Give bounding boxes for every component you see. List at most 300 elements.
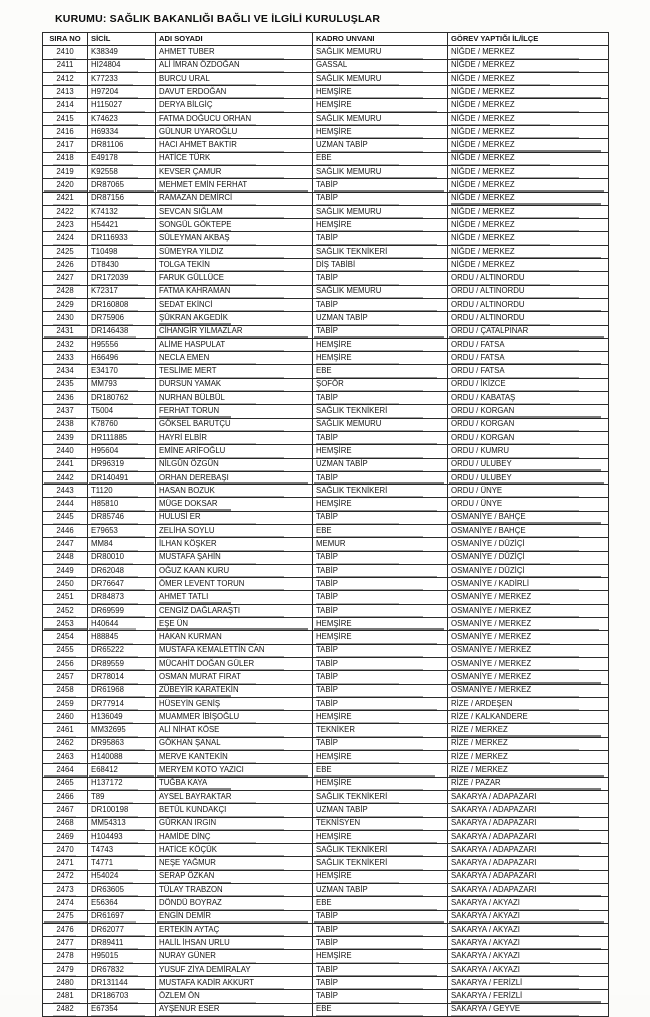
- table-row: [43, 790, 609, 803]
- sicil-cell: DR131144: [88, 977, 156, 990]
- kadro-unvani-cell: HEMŞİRE: [313, 498, 448, 511]
- kadro-unvani-cell: SAĞLIK MEMURU: [313, 285, 448, 298]
- gorev-yaptigi-cell: NİĞDE / MERKEZ: [448, 219, 609, 232]
- table-row: [43, 498, 609, 511]
- adi-soyadi-cell: DERYA BİLGİÇ: [156, 99, 313, 112]
- table-row: [43, 365, 609, 378]
- sira-no-cell: 2420: [43, 179, 88, 192]
- sira-no-cell: 2427: [43, 272, 88, 285]
- kadro-unvani-cell: TEKNİSYEN: [313, 817, 448, 830]
- gorev-yaptigi-cell: SAKARYA / ADAPAZARI: [448, 870, 609, 883]
- adi-soyadi-cell: AYŞENUR ESER: [156, 1003, 313, 1016]
- header-row: [43, 33, 609, 46]
- gorev-yaptigi-cell: SAKARYA / ADAPAZARI: [448, 817, 609, 830]
- sira-no-cell: 2471: [43, 857, 88, 870]
- sira-no-cell: 2422: [43, 205, 88, 218]
- sicil-cell: K78760: [88, 418, 156, 431]
- sira-no-cell: 2417: [43, 139, 88, 152]
- sira-no-cell: 2428: [43, 285, 88, 298]
- table-row: [43, 59, 609, 72]
- gorev-yaptigi-cell: OSMANİYE / DÜZİÇİ: [448, 551, 609, 564]
- adi-soyadi-cell: NEŞE YAĞMUR: [156, 857, 313, 870]
- adi-soyadi-cell: ALİME HASPULAT: [156, 338, 313, 351]
- adi-soyadi-cell: OĞUZ KAAN KURU: [156, 564, 313, 577]
- gorev-yaptigi-cell: OSMANİYE / DÜZİÇİ: [448, 538, 609, 551]
- gorev-yaptigi-cell: SAKARYA / ADAPAZARI: [448, 804, 609, 817]
- adi-soyadi-cell: ZÜBEYİR KARATEKİN: [156, 684, 313, 697]
- adi-soyadi-cell: SERAP ÖZKAN: [156, 870, 313, 883]
- table-row: [43, 604, 609, 617]
- adi-soyadi-cell: SONGÜL GÖKTEPE: [156, 219, 313, 232]
- sicil-cell: K77233: [88, 72, 156, 85]
- adi-soyadi-cell: HULUSİ ER: [156, 511, 313, 524]
- table-row: [43, 338, 609, 351]
- personnel-table-body: [43, 46, 609, 1017]
- sira-no-cell: 2456: [43, 657, 88, 670]
- table-row: [43, 245, 609, 258]
- sicil-cell: DR85746: [88, 511, 156, 524]
- table-row: [43, 298, 609, 311]
- adi-soyadi-cell: SEVCAN SIĞLAM: [156, 205, 313, 218]
- adi-soyadi-cell: GÜLNUR UYAROĞLU: [156, 126, 313, 139]
- sicil-cell: E68412: [88, 764, 156, 777]
- sira-no-cell: 2438: [43, 418, 88, 431]
- sira-no-cell: 2433: [43, 352, 88, 365]
- sicil-cell: H54421: [88, 219, 156, 232]
- kadro-unvani-cell: EBE: [313, 897, 448, 910]
- sira-no-cell: 2418: [43, 152, 88, 165]
- sicil-cell: T89: [88, 790, 156, 803]
- sicil-cell: MM32695: [88, 724, 156, 737]
- table-row: [43, 312, 609, 325]
- kadro-unvani-cell: TABİP: [313, 192, 448, 205]
- table-row: [43, 524, 609, 537]
- gorev-yaptigi-cell: SAKARYA / GEYVE: [448, 1003, 609, 1016]
- table-row: [43, 817, 609, 830]
- table-row: [43, 352, 609, 365]
- kadro-unvani-cell: HEMŞİRE: [313, 618, 448, 631]
- sira-no-cell: 2480: [43, 977, 88, 990]
- kadro-unvani-cell: SAĞLIK MEMURU: [313, 418, 448, 431]
- table-row: [43, 392, 609, 405]
- sira-no-cell: 2444: [43, 498, 88, 511]
- gorev-yaptigi-cell: OSMANİYE / BAHÇE: [448, 524, 609, 537]
- table-row: [43, 711, 609, 724]
- sira-no-cell: 2454: [43, 631, 88, 644]
- column-header-adi-soyadi: ADI SOYADI: [156, 33, 313, 46]
- kadro-unvani-cell: HEMŞİRE: [313, 777, 448, 790]
- gorev-yaptigi-cell: ORDU / ULUBEY: [448, 471, 609, 484]
- gorev-yaptigi-cell: ORDU / KORGAN: [448, 431, 609, 444]
- sira-no-cell: 2424: [43, 232, 88, 245]
- sicil-cell: E56364: [88, 897, 156, 910]
- table-row: [43, 618, 609, 631]
- sicil-cell: DR96319: [88, 458, 156, 471]
- sicil-cell: DR95863: [88, 737, 156, 750]
- table-row: [43, 657, 609, 670]
- gorev-yaptigi-cell: OSMANİYE / DÜZİÇİ: [448, 564, 609, 577]
- sira-no-cell: 2462: [43, 737, 88, 750]
- kadro-unvani-cell: UZMAN TABİP: [313, 139, 448, 152]
- sicil-cell: T1120: [88, 485, 156, 498]
- kadro-unvani-cell: SAĞLIK MEMURU: [313, 46, 448, 59]
- sicil-cell: DR100198: [88, 804, 156, 817]
- table-row: [43, 963, 609, 976]
- table-row: [43, 325, 609, 338]
- sicil-cell: MM793: [88, 378, 156, 391]
- table-row: [43, 990, 609, 1003]
- sicil-cell: DR89411: [88, 937, 156, 950]
- sicil-cell: DR77914: [88, 697, 156, 710]
- kadro-unvani-cell: TABİP: [313, 671, 448, 684]
- kadro-unvani-cell: DİŞ TABİBİ: [313, 259, 448, 272]
- sicil-cell: DR78014: [88, 671, 156, 684]
- document-title: KURUMU: SAĞLIK BAKANLIĞI BAĞLI VE İLGİLİ KURULUŞLAR: [55, 13, 381, 25]
- sira-no-cell: 2477: [43, 937, 88, 950]
- sira-no-cell: 2447: [43, 538, 88, 551]
- adi-soyadi-cell: ENGİN DEMİR: [156, 910, 313, 923]
- gorev-yaptigi-cell: ORDU / FATSA: [448, 352, 609, 365]
- table-row: [43, 165, 609, 178]
- kadro-unvani-cell: TABİP: [313, 298, 448, 311]
- gorev-yaptigi-cell: SAKARYA / ADAPAZARI: [448, 844, 609, 857]
- sicil-cell: DR61697: [88, 910, 156, 923]
- sira-no-cell: 2441: [43, 458, 88, 471]
- adi-soyadi-cell: HÜSEYİN GENİŞ: [156, 697, 313, 710]
- adi-soyadi-cell: AHMET TUBER: [156, 46, 313, 59]
- kadro-unvani-cell: HEMŞİRE: [313, 338, 448, 351]
- sira-no-cell: 2453: [43, 618, 88, 631]
- sicil-cell: DR180762: [88, 392, 156, 405]
- table-row: [43, 405, 609, 418]
- gorev-yaptigi-cell: RİZE / MERKEZ: [448, 737, 609, 750]
- gorev-yaptigi-cell: ORDU / ALTINORDU: [448, 312, 609, 325]
- kadro-unvani-cell: TABİP: [313, 990, 448, 1003]
- gorev-yaptigi-cell: NİĞDE / MERKEZ: [448, 245, 609, 258]
- table-row: [43, 378, 609, 391]
- adi-soyadi-cell: HACI AHMET BAKTIR: [156, 139, 313, 152]
- sicil-cell: DR146438: [88, 325, 156, 338]
- sicil-cell: DR84873: [88, 591, 156, 604]
- gorev-yaptigi-cell: ORDU / KORGAN: [448, 405, 609, 418]
- sira-no-cell: 2451: [43, 591, 88, 604]
- sicil-cell: H97204: [88, 86, 156, 99]
- gorev-yaptigi-cell: OSMANİYE / MERKEZ: [448, 631, 609, 644]
- kadro-unvani-cell: TABİP: [313, 977, 448, 990]
- sira-no-cell: 2415: [43, 112, 88, 125]
- table-row: [43, 139, 609, 152]
- table-row: [43, 418, 609, 431]
- table-row: [43, 897, 609, 910]
- kadro-unvani-cell: EBE: [313, 1003, 448, 1016]
- sira-no-cell: 2450: [43, 578, 88, 591]
- kadro-unvani-cell: TABİP: [313, 963, 448, 976]
- table-row: [43, 937, 609, 950]
- column-header-sicil: SİCİL: [88, 33, 156, 46]
- sicil-cell: K38349: [88, 46, 156, 59]
- table-row: [43, 219, 609, 232]
- adi-soyadi-cell: BETÜL KUNDAKÇI: [156, 804, 313, 817]
- table-row: [43, 830, 609, 843]
- table-row: [43, 923, 609, 936]
- adi-soyadi-cell: MÜGE DOKSAR: [156, 498, 313, 511]
- kadro-unvani-cell: UZMAN TABİP: [313, 458, 448, 471]
- personnel-table: [42, 32, 609, 1017]
- kadro-unvani-cell: SAĞLIK TEKNİKERİ: [313, 245, 448, 258]
- sicil-cell: H95015: [88, 950, 156, 963]
- kadro-unvani-cell: UZMAN TABİP: [313, 884, 448, 897]
- sicil-cell: K92558: [88, 165, 156, 178]
- sira-no-cell: 2470: [43, 844, 88, 857]
- sira-no-cell: 2440: [43, 445, 88, 458]
- table-row: [43, 631, 609, 644]
- gorev-yaptigi-cell: ORDU / KORGAN: [448, 418, 609, 431]
- sicil-cell: E34170: [88, 365, 156, 378]
- adi-soyadi-cell: NİLGÜN ÖZGÜN: [156, 458, 313, 471]
- gorev-yaptigi-cell: ORDU / ÜNYE: [448, 485, 609, 498]
- sira-no-cell: 2445: [43, 511, 88, 524]
- gorev-yaptigi-cell: OSMANİYE / MERKEZ: [448, 657, 609, 670]
- sicil-cell: K72317: [88, 285, 156, 298]
- gorev-yaptigi-cell: SAKARYA / ADAPAZARI: [448, 884, 609, 897]
- sicil-cell: DR67832: [88, 963, 156, 976]
- adi-soyadi-cell: TÜLAY TRABZON: [156, 884, 313, 897]
- sira-no-cell: 2435: [43, 378, 88, 391]
- kadro-unvani-cell: HEMŞİRE: [313, 751, 448, 764]
- sira-no-cell: 2419: [43, 165, 88, 178]
- kadro-unvani-cell: TABİP: [313, 564, 448, 577]
- gorev-yaptigi-cell: SAKARYA / FERİZLİ: [448, 977, 609, 990]
- sicil-cell: H137172: [88, 777, 156, 790]
- sira-no-cell: 2478: [43, 950, 88, 963]
- table-row: [43, 471, 609, 484]
- adi-soyadi-cell: EŞE ÜN: [156, 618, 313, 631]
- sira-no-cell: 2434: [43, 365, 88, 378]
- adi-soyadi-cell: MÜCAHİT DOĞAN GÜLER: [156, 657, 313, 670]
- adi-soyadi-cell: İLHAN KÖŞKER: [156, 538, 313, 551]
- adi-soyadi-cell: HAKAN KURMAN: [156, 631, 313, 644]
- adi-soyadi-cell: HATİCE KÖÇÜK: [156, 844, 313, 857]
- adi-soyadi-cell: YUSUF ZİYA DEMİRALAY: [156, 963, 313, 976]
- gorev-yaptigi-cell: ORDU / ALTINORDU: [448, 285, 609, 298]
- kadro-unvani-cell: MEMUR: [313, 538, 448, 551]
- gorev-yaptigi-cell: SAKARYA / AKYAZI: [448, 910, 609, 923]
- table-row: [43, 884, 609, 897]
- kadro-unvani-cell: SAĞLIK TEKNİKERİ: [313, 844, 448, 857]
- sicil-cell: DR75906: [88, 312, 156, 325]
- sira-no-cell: 2411: [43, 59, 88, 72]
- sicil-cell: H115027: [88, 99, 156, 112]
- table-row: [43, 671, 609, 684]
- gorev-yaptigi-cell: NİĞDE / MERKEZ: [448, 179, 609, 192]
- table-row: [43, 179, 609, 192]
- adi-soyadi-cell: ZELİHA SOYLU: [156, 524, 313, 537]
- table-row: [43, 458, 609, 471]
- table-row: [43, 485, 609, 498]
- sira-no-cell: 2466: [43, 790, 88, 803]
- sicil-cell: DR140491: [88, 471, 156, 484]
- sicil-cell: T4743: [88, 844, 156, 857]
- table-row: [43, 870, 609, 883]
- gorev-yaptigi-cell: NİĞDE / MERKEZ: [448, 205, 609, 218]
- adi-soyadi-cell: ALİ İMRAN ÖZDOĞAN: [156, 59, 313, 72]
- sicil-cell: DR81106: [88, 139, 156, 152]
- sicil-cell: H66496: [88, 352, 156, 365]
- gorev-yaptigi-cell: NİĞDE / MERKEZ: [448, 152, 609, 165]
- sira-no-cell: 2458: [43, 684, 88, 697]
- kadro-unvani-cell: SAĞLIK MEMURU: [313, 165, 448, 178]
- adi-soyadi-cell: SÜMEYRA YILDIZ: [156, 245, 313, 258]
- gorev-yaptigi-cell: SAKARYA / AKYAZI: [448, 897, 609, 910]
- kadro-unvani-cell: TABİP: [313, 657, 448, 670]
- kadro-unvani-cell: TABİP: [313, 591, 448, 604]
- kadro-unvani-cell: TABİP: [313, 551, 448, 564]
- adi-soyadi-cell: HAYRİ ELBİR: [156, 431, 313, 444]
- kadro-unvani-cell: TABİP: [313, 604, 448, 617]
- column-header-kadro-unvani: KADRO UNVANI: [313, 33, 448, 46]
- sira-no-cell: 2460: [43, 711, 88, 724]
- sira-no-cell: 2412: [43, 72, 88, 85]
- gorev-yaptigi-cell: NİĞDE / MERKEZ: [448, 99, 609, 112]
- kadro-unvani-cell: TABİP: [313, 684, 448, 697]
- kadro-unvani-cell: TABİP: [313, 937, 448, 950]
- gorev-yaptigi-cell: ORDU / KABATAŞ: [448, 392, 609, 405]
- gorev-yaptigi-cell: NİĞDE / MERKEZ: [448, 72, 609, 85]
- sicil-cell: DR62048: [88, 564, 156, 577]
- sicil-cell: DR160808: [88, 298, 156, 311]
- gorev-yaptigi-cell: RİZE / MERKEZ: [448, 751, 609, 764]
- adi-soyadi-cell: MERVE KANTEKİN: [156, 751, 313, 764]
- kadro-unvani-cell: SAĞLIK TEKNİKERİ: [313, 485, 448, 498]
- gorev-yaptigi-cell: ORDU / ÜNYE: [448, 498, 609, 511]
- table-row: [43, 99, 609, 112]
- adi-soyadi-cell: NECLA EMEN: [156, 352, 313, 365]
- gorev-yaptigi-cell: NİĞDE / MERKEZ: [448, 139, 609, 152]
- kadro-unvani-cell: UZMAN TABİP: [313, 804, 448, 817]
- kadro-unvani-cell: HEMŞİRE: [313, 631, 448, 644]
- table-row: [43, 551, 609, 564]
- kadro-unvani-cell: SAĞLIK TEKNİKERİ: [313, 790, 448, 803]
- gorev-yaptigi-cell: RİZE / PAZAR: [448, 777, 609, 790]
- gorev-yaptigi-cell: OSMANİYE / MERKEZ: [448, 618, 609, 631]
- table-row: [43, 564, 609, 577]
- gorev-yaptigi-cell: OSMANİYE / MERKEZ: [448, 591, 609, 604]
- gorev-yaptigi-cell: OSMANİYE / MERKEZ: [448, 684, 609, 697]
- gorev-yaptigi-cell: ORDU / KUMRU: [448, 445, 609, 458]
- sira-no-cell: 2442: [43, 471, 88, 484]
- kadro-unvani-cell: TEKNİKER: [313, 724, 448, 737]
- table-row: [43, 737, 609, 750]
- adi-soyadi-cell: TOLGA TEKİN: [156, 259, 313, 272]
- sicil-cell: E79653: [88, 524, 156, 537]
- sicil-cell: DR116933: [88, 232, 156, 245]
- gorev-yaptigi-cell: ORDU / ALTINORDU: [448, 298, 609, 311]
- table-row: [43, 232, 609, 245]
- gorev-yaptigi-cell: RİZE / KALKANDERE: [448, 711, 609, 724]
- table-row: [43, 1003, 609, 1016]
- sicil-cell: DR63605: [88, 884, 156, 897]
- table-row: [43, 751, 609, 764]
- kadro-unvani-cell: TABİP: [313, 737, 448, 750]
- table-row: [43, 112, 609, 125]
- adi-soyadi-cell: HAMİDE DİNÇ: [156, 830, 313, 843]
- gorev-yaptigi-cell: NİĞDE / MERKEZ: [448, 259, 609, 272]
- sicil-cell: H95556: [88, 338, 156, 351]
- adi-soyadi-cell: MUAMMER İBİŞOĞLU: [156, 711, 313, 724]
- table-row: [43, 684, 609, 697]
- kadro-unvani-cell: HEMŞİRE: [313, 445, 448, 458]
- gorev-yaptigi-cell: NİĞDE / MERKEZ: [448, 86, 609, 99]
- kadro-unvani-cell: HEMŞİRE: [313, 950, 448, 963]
- sicil-cell: DR61968: [88, 684, 156, 697]
- sira-no-cell: 2426: [43, 259, 88, 272]
- adi-soyadi-cell: CENGİZ DAĞLARAŞTI: [156, 604, 313, 617]
- kadro-unvani-cell: SAĞLIK MEMURU: [313, 112, 448, 125]
- sira-no-cell: 2414: [43, 99, 88, 112]
- kadro-unvani-cell: HEMŞİRE: [313, 99, 448, 112]
- adi-soyadi-cell: MEHMET EMİN FERHAT: [156, 179, 313, 192]
- kadro-unvani-cell: SAĞLIK MEMURU: [313, 72, 448, 85]
- adi-soyadi-cell: SÜLEYMAN AKBAŞ: [156, 232, 313, 245]
- gorev-yaptigi-cell: SAKARYA / AKYAZI: [448, 937, 609, 950]
- sira-no-cell: 2430: [43, 312, 88, 325]
- sira-no-cell: 2463: [43, 751, 88, 764]
- adi-soyadi-cell: HALİL İHSAN URLU: [156, 937, 313, 950]
- adi-soyadi-cell: DURSUN YAMAK: [156, 378, 313, 391]
- sira-no-cell: 2464: [43, 764, 88, 777]
- table-row: [43, 977, 609, 990]
- sicil-cell: DR76647: [88, 578, 156, 591]
- adi-soyadi-cell: EMİNE ARİFOĞLU: [156, 445, 313, 458]
- sira-no-cell: 2413: [43, 86, 88, 99]
- adi-soyadi-cell: SEDAT EKİNCİ: [156, 298, 313, 311]
- table-row: [43, 910, 609, 923]
- kadro-unvani-cell: TABİP: [313, 923, 448, 936]
- adi-soyadi-cell: TESLİME MERT: [156, 365, 313, 378]
- sicil-cell: H88845: [88, 631, 156, 644]
- gorev-yaptigi-cell: SAKARYA / AKYAZI: [448, 923, 609, 936]
- adi-soyadi-cell: MUSTAFA ŞAHİN: [156, 551, 313, 564]
- sira-no-cell: 2452: [43, 604, 88, 617]
- adi-soyadi-cell: DAVUT ERDOĞAN: [156, 86, 313, 99]
- table-row: [43, 126, 609, 139]
- kadro-unvani-cell: TABİP: [313, 232, 448, 245]
- sicil-cell: DR186703: [88, 990, 156, 1003]
- kadro-unvani-cell: GASSAL: [313, 59, 448, 72]
- kadro-unvani-cell: HEMŞİRE: [313, 352, 448, 365]
- sira-no-cell: 2482: [43, 1003, 88, 1016]
- kadro-unvani-cell: TABİP: [313, 511, 448, 524]
- gorev-yaptigi-cell: SAKARYA / ADAPAZARI: [448, 830, 609, 843]
- sicil-cell: T10498: [88, 245, 156, 258]
- sira-no-cell: 2459: [43, 697, 88, 710]
- table-row: [43, 72, 609, 85]
- gorev-yaptigi-cell: SAKARYA / ADAPAZARI: [448, 790, 609, 803]
- table-row: [43, 578, 609, 591]
- kadro-unvani-cell: ŞOFÖR: [313, 378, 448, 391]
- gorev-yaptigi-cell: NİĞDE / MERKEZ: [448, 192, 609, 205]
- adi-soyadi-cell: AHMET TATLI: [156, 591, 313, 604]
- adi-soyadi-cell: FARUK GÜLLÜCE: [156, 272, 313, 285]
- adi-soyadi-cell: NURAY GÜNER: [156, 950, 313, 963]
- sicil-cell: MM54313: [88, 817, 156, 830]
- sira-no-cell: 2449: [43, 564, 88, 577]
- gorev-yaptigi-cell: OSMANİYE / MERKEZ: [448, 604, 609, 617]
- adi-soyadi-cell: FATMA DOĞUCU ORHAN: [156, 112, 313, 125]
- adi-soyadi-cell: ALİ NİHAT KÖSE: [156, 724, 313, 737]
- adi-soyadi-cell: GÜRKAN IRGIN: [156, 817, 313, 830]
- table-row: [43, 272, 609, 285]
